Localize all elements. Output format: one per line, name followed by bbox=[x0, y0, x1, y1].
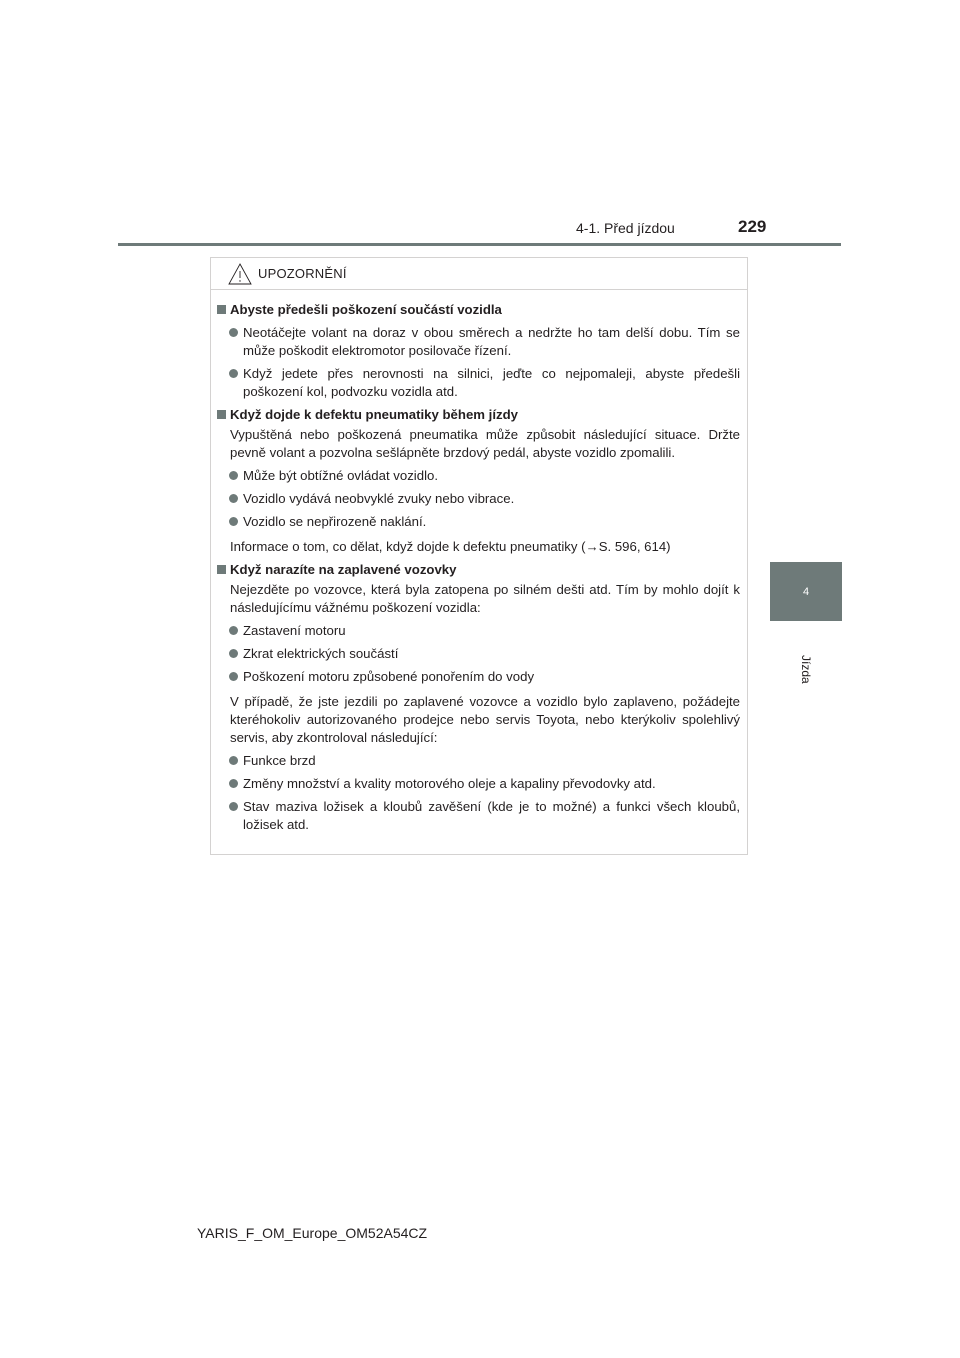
paragraph: Vypuštěná nebo poškozená pneumatika může způsobit následující situace. Držte pevně volant a pozvolna sešlápněte brzdový pedál, abyste vozidlo zpomalili. bbox=[230, 427, 740, 460]
list-item: Zastavení motoru bbox=[229, 622, 740, 640]
list-item: Zkrat elektrických součástí bbox=[229, 645, 740, 663]
header-rule bbox=[118, 243, 841, 246]
list-item: Změny množství a kvality motorového oleje a kapaliny převodovky atd. bbox=[229, 775, 740, 793]
list-item: Vozidlo se nepřirozeně naklání. bbox=[229, 513, 740, 531]
warning-triangle-icon bbox=[228, 263, 252, 285]
paragraph: V případě, že jste jezdili po zaplavené vozovce a vozidlo bylo zaplaveno, požádejte kteréhokoliv autorizovaného prodejce nebo servis Toyota, nebo kterýkoliv spolehlivý servis, aby zkontroloval následující: bbox=[230, 694, 740, 745]
round-bullet-icon bbox=[229, 802, 238, 811]
list-item: Funkce brzd bbox=[229, 752, 740, 770]
round-bullet-icon bbox=[229, 626, 238, 635]
list-item: Vozidlo vydává neobvyklé zvuky nebo vibrace. bbox=[229, 490, 740, 508]
list-item: Neotáčejte volant na doraz v obou směrech a nedržte ho tam delší dobu. Tím se může poškodit elektromotor posilovače řízení. bbox=[229, 324, 740, 360]
list-item: Stav maziva ložisek a kloubů zavěšení (kde je to možné) a funkci všech kloubů, ložisek atd. bbox=[229, 798, 740, 834]
round-bullet-icon bbox=[229, 471, 238, 480]
section-heading: 4-1. Před jízdou bbox=[576, 220, 675, 236]
square-bullet-icon bbox=[217, 565, 226, 574]
section-title: Když dojde k defektu pneumatiky během jízdy bbox=[217, 406, 740, 424]
round-bullet-icon bbox=[229, 517, 238, 526]
warning-title: UPOZORNĚNÍ bbox=[258, 266, 347, 281]
round-bullet-icon bbox=[229, 672, 238, 681]
chapter-tab-label: Jízda bbox=[799, 654, 813, 684]
round-bullet-icon bbox=[229, 328, 238, 337]
list-item: Poškození motoru způsobené ponořením do vody bbox=[229, 668, 740, 686]
section-title: Abyste předešli poškození součástí vozidla bbox=[217, 301, 740, 319]
round-bullet-icon bbox=[229, 756, 238, 765]
square-bullet-icon bbox=[217, 305, 226, 314]
round-bullet-icon bbox=[229, 779, 238, 788]
paragraph: Nejezděte po vozovce, která byla zatopena po silném dešti atd. Tím by mohlo dojít k následujícímu vážnému poškození vozidla: bbox=[230, 582, 740, 615]
warning-body bbox=[211, 290, 747, 834]
round-bullet-icon bbox=[229, 369, 238, 378]
page-reference-paragraph[interactable]: Informace o tom, co dělat, když dojde k defektu pneumatiky (→S. 596, 614) bbox=[230, 539, 671, 554]
page-number: 229 bbox=[738, 217, 767, 236]
list-item: Může být obtížné ovládat vozidlo. bbox=[229, 467, 740, 485]
list-item: Když jedete přes nerovnosti na silnici, jeďte co nejpomaleji, abyste předešli poškození kol, podvozku vozidla atd. bbox=[229, 365, 740, 401]
chapter-tab-number: 4 bbox=[802, 585, 810, 598]
document-code: YARIS_F_OM_Europe_OM52A54CZ bbox=[197, 1225, 428, 1241]
round-bullet-icon bbox=[229, 649, 238, 658]
round-bullet-icon bbox=[229, 494, 238, 503]
square-bullet-icon bbox=[217, 410, 226, 419]
warning-header bbox=[211, 258, 747, 290]
section-title: Když narazíte na zaplavené vozovky bbox=[217, 561, 740, 579]
warning-box bbox=[210, 257, 748, 855]
chapter-tab[interactable] bbox=[770, 562, 842, 621]
